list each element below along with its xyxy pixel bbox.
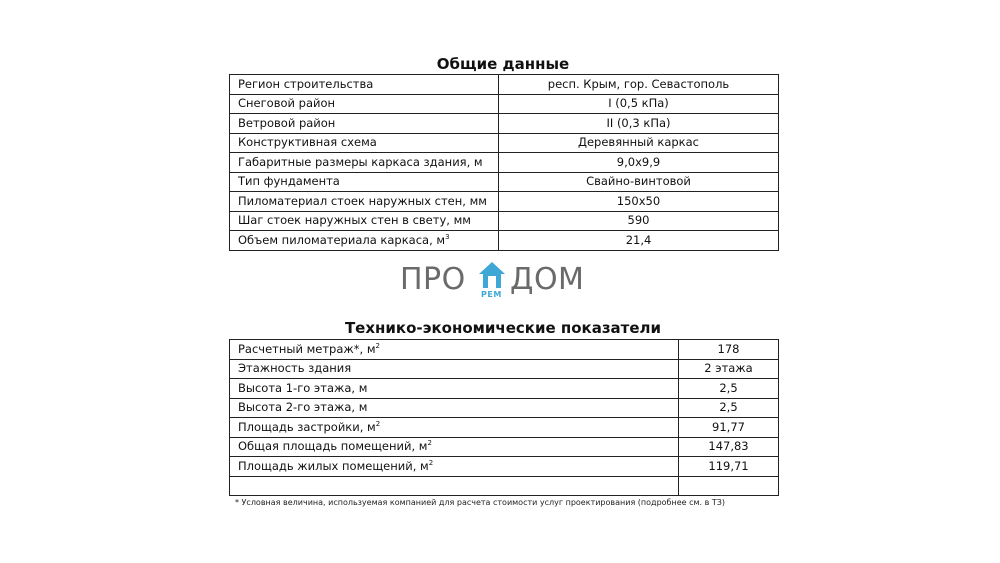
row-label-text: Расчетный метраж*, м <box>238 341 376 356</box>
row-label <box>230 476 679 496</box>
row-value: 2 этажа <box>679 359 779 379</box>
table-row-empty <box>230 476 779 496</box>
table-row <box>230 75 779 95</box>
row-label: Высота 2-го этажа, м <box>230 398 679 418</box>
unit-superscript: 2 <box>375 419 381 428</box>
house-icon <box>477 260 507 290</box>
logo-word-left: ПРО <box>400 262 466 297</box>
row-label: Ветровой район <box>230 114 499 134</box>
unit-superscript: 2 <box>428 458 434 467</box>
row-value: II (0,3 кПа) <box>499 114 779 134</box>
row-value: 178 <box>679 340 779 360</box>
row-label: Пиломатериал стоек наружных стен, мм <box>230 192 499 212</box>
table-row <box>230 211 779 231</box>
row-label-text: Общая площадь помещений, м <box>238 439 428 454</box>
prodom-logo <box>400 260 600 305</box>
table-row <box>230 133 779 153</box>
row-value: 150x50 <box>499 192 779 212</box>
table-row <box>230 340 779 360</box>
row-value: 2,5 <box>679 398 779 418</box>
general-data-table <box>229 74 779 251</box>
table-row <box>230 94 779 114</box>
table-row <box>230 114 779 134</box>
row-label: Регион строительства <box>230 75 499 95</box>
row-value: респ. Крым, гор. Севастополь <box>499 75 779 95</box>
unit-superscript: 2 <box>375 341 380 350</box>
table-row <box>230 153 779 173</box>
row-label: Снеговой район <box>230 94 499 114</box>
row-label-text: Объем пиломатериала каркаса, м <box>238 232 446 247</box>
general-data-title: Общие данные <box>436 55 570 73</box>
unit-superscript: 3 <box>445 232 450 241</box>
logo-sub: РЕМ <box>481 290 502 299</box>
footnote: * Условная величина, используемая компанией для расчета стоимости услуг проектирования (подробнее см. в ТЗ) <box>235 498 726 507</box>
row-value: 9,0x9,9 <box>499 153 779 173</box>
row-value: Деревянный каркас <box>499 133 779 153</box>
row-label <box>230 437 679 457</box>
row-label <box>230 231 499 251</box>
row-value: 147,83 <box>679 437 779 457</box>
table-row <box>230 437 779 457</box>
row-label: Высота 1-го этажа, м <box>230 379 679 399</box>
row-label-text: Площадь жилых помещений, м <box>238 458 429 473</box>
tech-indicators-title: Технико-экономические показатели <box>344 319 662 337</box>
row-label: Конструктивная схема <box>230 133 499 153</box>
row-value: 91,77 <box>679 418 779 438</box>
table-row <box>230 418 779 438</box>
table-row <box>230 379 779 399</box>
table-row <box>230 398 779 418</box>
row-label: Габаритные размеры каркаса здания, м <box>230 153 499 173</box>
table-row <box>230 192 779 212</box>
table-row <box>230 172 779 192</box>
tech-indicators-table <box>229 339 779 496</box>
unit-superscript: 2 <box>427 439 432 448</box>
row-label <box>230 418 679 438</box>
table-row <box>230 359 779 379</box>
row-value: 590 <box>499 211 779 231</box>
row-value: 2,5 <box>679 379 779 399</box>
row-value: Свайно-винтовой <box>499 172 779 192</box>
row-label: Этажность здания <box>230 359 679 379</box>
row-value: 21,4 <box>499 231 779 251</box>
row-value: I (0,5 кПа) <box>499 94 779 114</box>
table-row <box>230 231 779 251</box>
row-label-text: Площадь застройки, м <box>238 419 376 434</box>
logo-word-right: ДОМ <box>510 262 585 297</box>
row-label <box>230 340 679 360</box>
row-value <box>679 476 779 496</box>
table-row <box>230 457 779 477</box>
row-value: 119,71 <box>679 457 779 477</box>
row-label <box>230 457 679 477</box>
row-label: Тип фундамента <box>230 172 499 192</box>
row-label: Шаг стоек наружных стен в свету, мм <box>230 211 499 231</box>
